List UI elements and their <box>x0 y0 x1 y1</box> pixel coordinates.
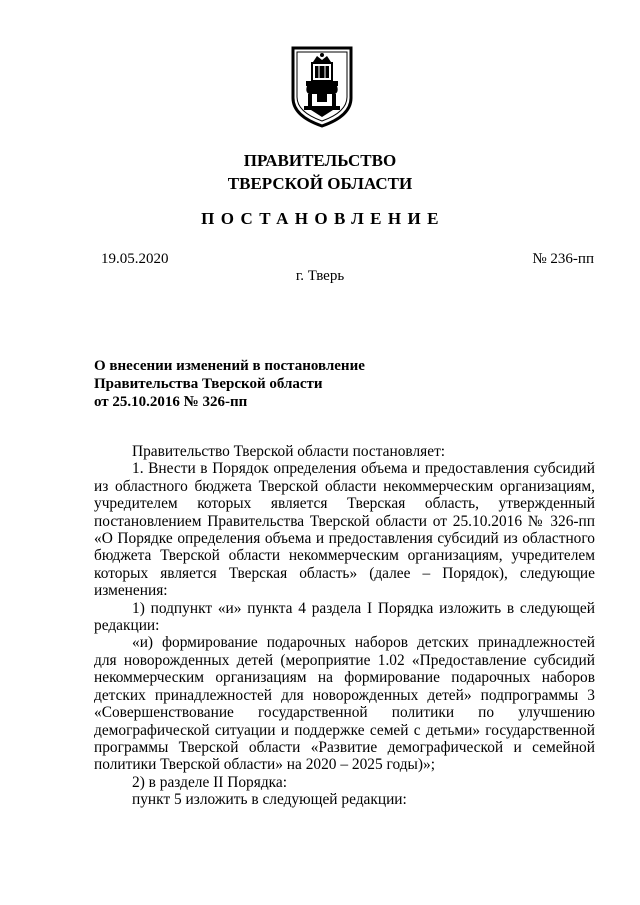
document-type: ПОСТАНОВЛЕНИЕ <box>201 209 445 228</box>
organization-region: ТВЕРСКОЙ ОБЛАСТИ <box>227 174 413 193</box>
body-paragraph: 1. Внести в Порядок определения объема и предоставления субсидий из областного бюджета Тверской области некоммерческим организациям, учредителем которых является Тверская область, утвержденный постановлением Правительства Тверской области от 25.10.2016 № 326-пп «О Порядке определения объема и предоставления субсидий из областного бюджета Тверской области некоммерческим организациям, учредителем которых является Тверская область» (далее – Порядок), следующие изменения: <box>94 460 595 600</box>
subject-line: от 25.10.2016 № 326-пп <box>94 394 248 410</box>
subject-line: О внесении изменений в постановление <box>94 358 365 374</box>
coat-of-arms-icon <box>291 46 353 128</box>
body-paragraph: пункт 5 изложить в следующей редакции: <box>132 791 407 809</box>
body-paragraph: Правительство Тверской области постановляет: <box>132 443 446 460</box>
document-body <box>94 443 595 809</box>
body-paragraph: «и) формирование подарочных наборов детских принадлежностей для новорожденных детей (мероприятие 1.02 «Предоставление субсидий некоммерческим организациям на формирование подарочных наборов детских принадлежностей для новорожденных детей» подпрограммы 3 «Совершенствование государственной политики по улучшению демографической ситуации и поддержке семей с детьми» государственной программы Тверской области «Развитие демографической и семейной политики Тверской области» на 2020 – 2025 годы)»; <box>94 634 595 774</box>
document-subject <box>94 357 414 411</box>
body-paragraph: 1) подпункт «и» пункта 4 раздела I Порядка изложить в следующей редакции: <box>94 599 595 635</box>
document-date: 19.05.2020 <box>101 251 169 267</box>
document-number: № 236-пп <box>532 251 594 267</box>
body-paragraph: 2) в разделе II Порядка: <box>132 773 287 791</box>
organization-name: ПРАВИТЕЛЬСТВО <box>243 151 397 170</box>
document-city: г. Тверь <box>295 268 345 284</box>
subject-line: Правительства Тверской области <box>94 376 323 392</box>
